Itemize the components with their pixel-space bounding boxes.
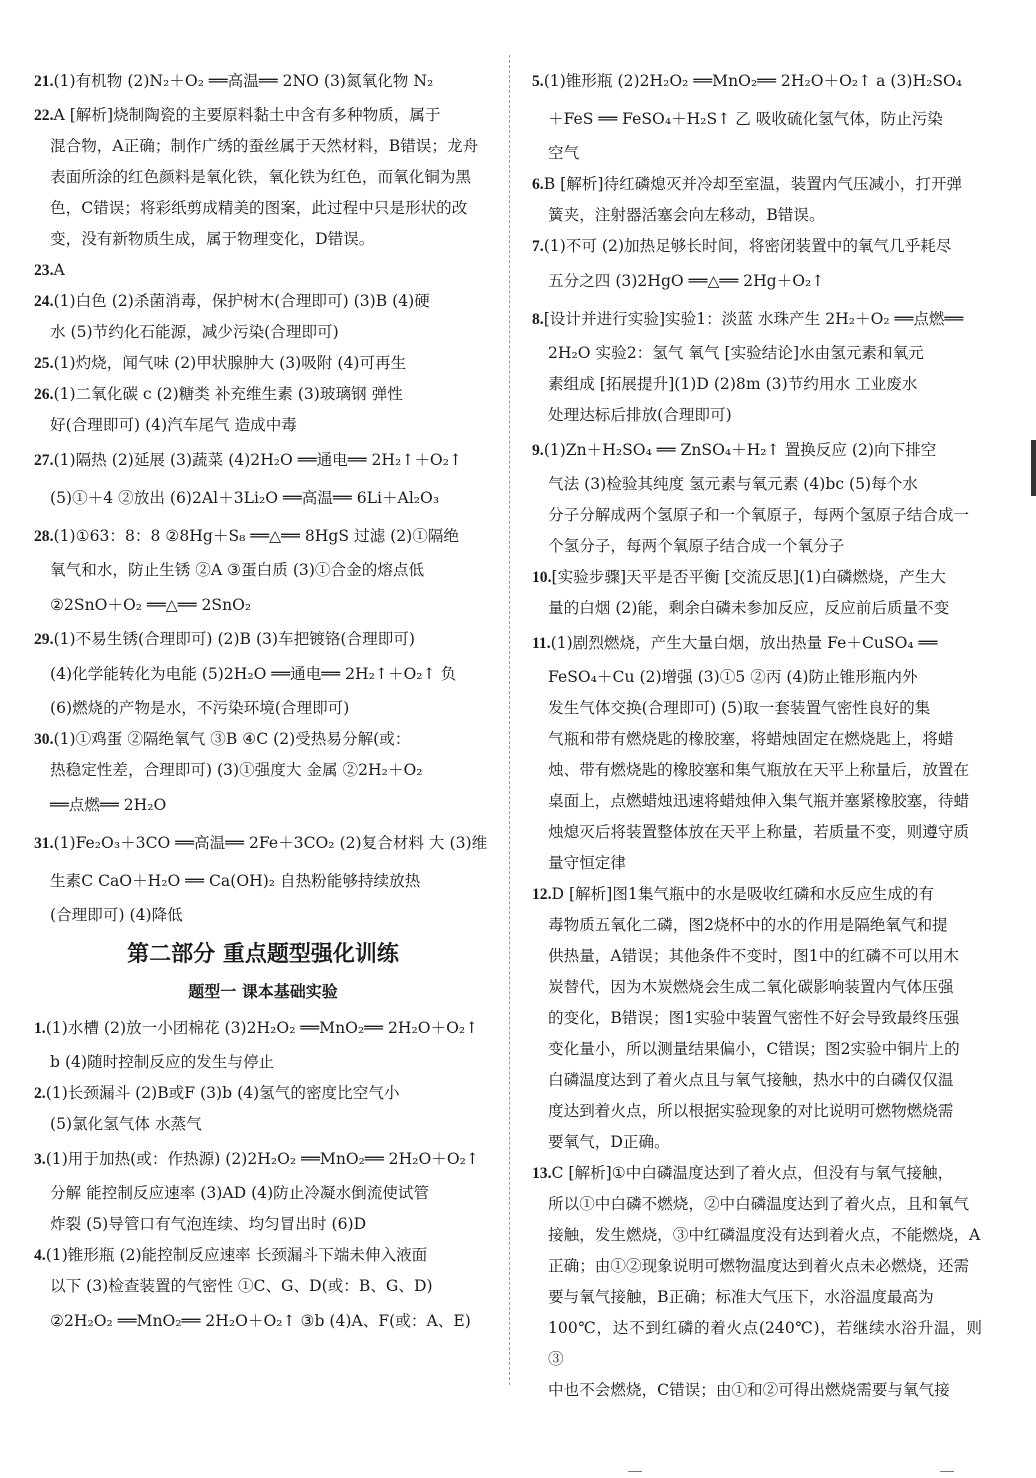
answer-text-continued: 的变化，B错误；图1实验中装置气密性不好会导致最终压强 xyxy=(548,1009,960,1027)
answer-entry xyxy=(532,879,982,1158)
answer-text-continued: 2H₂O 实验2：氢气 氧气 [实验结论]水由氢元素和氧元 xyxy=(548,344,924,362)
answer-text-continued: 生素C CaO＋H₂O ══ Ca(OH)₂ 自热粉能够持续放热 xyxy=(50,872,421,890)
answer-entry xyxy=(34,441,492,517)
answer-text-continued: 接触，发生燃烧，③中红磷温度没有达到着火点，不能燃烧，A xyxy=(548,1226,981,1244)
answer-entry xyxy=(34,379,492,441)
bottom-mark xyxy=(628,1471,642,1472)
question-number: 8. xyxy=(532,311,544,328)
answer-text-continued: 要氧气，D正确。 xyxy=(548,1133,670,1151)
answer-text-continued: 中也不会燃烧，C错误；由①和②可得出燃烧需要与氧气接 xyxy=(548,1381,950,1399)
question-number: 23. xyxy=(34,262,54,279)
answer-entry xyxy=(34,724,492,824)
answer-entry xyxy=(532,1158,982,1406)
answer-text-continued: (5)①＋4 ②放出 (6)2Al＋3Li₂O ══高温══ 6Li＋Al₂O₃ xyxy=(50,489,440,507)
answer-text-continued: 变化量小，所以测量结果偏小，C错误；图2实验中铜片上的 xyxy=(548,1040,960,1058)
question-number: 2. xyxy=(34,1085,46,1102)
answer-text-continued: 气瓶和带有燃烧匙的橡胶塞，将蜡烛固定在燃烧匙上，将蜡 xyxy=(548,730,954,748)
answer-text-continued: ②2SnO＋O₂ ══△══ 2SnO₂ xyxy=(50,596,252,614)
answer-text: [实验步骤]天平是否平衡 [交流反思](1)白磷燃烧，产生大 xyxy=(551,568,946,586)
answer-text: (1)灼烧，闻气味 (2)甲状腺肿大 (3)吸附 (4)可再生 xyxy=(53,354,407,372)
answer-entry xyxy=(34,1078,492,1140)
left-column xyxy=(34,62,492,1340)
answer-text-continued: 空气 xyxy=(548,144,580,162)
answer-entry xyxy=(34,1140,492,1240)
question-number: 21. xyxy=(34,73,54,90)
answer-entry xyxy=(532,231,982,300)
answer-text: (1)①63：8：8 ②8Hg＋S₈ ══△══ 8HgS 过滤 (2)①隔绝 xyxy=(53,527,460,545)
answer-text-continued: 供热量，A错误；其他条件不变时，图1中的红磷不可以用木 xyxy=(548,947,960,965)
answer-text-continued: 个氢分子，每两个氧原子结合成一个氧分子 xyxy=(548,537,845,555)
answer-text-continued: (4)化学能转化为电能 (5)2H₂O ══通电══ 2H₂↑＋O₂↑ 负 xyxy=(50,665,457,683)
question-number: 7. xyxy=(532,238,544,255)
answer-text: (1)①鸡蛋 ②隔绝氧气 ③B ④C (2)受热易分解(或： xyxy=(53,730,411,748)
answer-entry xyxy=(34,1009,492,1078)
answer-text-continued: 要与氧气接触，B正确；标准大气压下，水浴温度最高为 xyxy=(548,1288,934,1306)
answer-text-continued: 簧夹，注射器活塞会向左移动，B错误。 xyxy=(548,206,825,224)
answer-text-continued: 色，C错误；将彩纸剪成精美的图案，此过程中只是形状的改 xyxy=(50,199,468,217)
answer-text-continued: 处理达标后排放(合理即可) xyxy=(548,406,732,424)
question-number: 11. xyxy=(532,635,551,652)
answer-text: D [解析]图1集气瓶中的水是吸收红磷和水反应生成的有 xyxy=(551,885,935,903)
answer-text: (1)不可 (2)加热足够长时间，将密闭装置中的氧气几乎耗尽 xyxy=(543,237,952,255)
question-number: 1. xyxy=(34,1020,46,1037)
answer-text-continued: 混合物，A正确；制作广绣的蚕丝属于天然材料，B错误；龙舟 xyxy=(50,137,479,155)
answer-entry xyxy=(532,169,982,231)
question-number: 5. xyxy=(532,73,544,90)
right-column xyxy=(532,62,982,1406)
question-number: 29. xyxy=(34,631,54,648)
answer-text-continued: 氧气和水，防止生锈 ②A ③蛋白质 (3)①合金的熔点低 xyxy=(50,561,425,579)
answer-text-continued: 以下 (3)检查装置的气密性 ①C、G、D(或：B、G、D) xyxy=(50,1277,433,1295)
answer-text-continued: 炸裂 (5)导管口有气泡连续、均匀冒出时 (6)D xyxy=(50,1215,367,1233)
answer-text-continued: b (4)随时控制反应的发生与停止 xyxy=(50,1053,275,1071)
answer-text-continued: 五分之四 (3)2HgO ══△══ 2Hg＋O₂↑ xyxy=(548,272,825,290)
answer-text-continued: (6)燃烧的产物是水，不污染环境(合理即可) xyxy=(50,699,350,717)
answer-text: A xyxy=(53,261,65,279)
answer-text: A [解析]烧制陶瓷的主要原料黏土中含有多种物质，属于 xyxy=(53,106,441,124)
question-number: 26. xyxy=(34,386,54,403)
question-number: 28. xyxy=(34,528,54,545)
question-number: 9. xyxy=(532,442,544,459)
answer-text: B [解析]待红磷熄灭并冷却至室温，装置内气压减小，打开弹 xyxy=(543,175,963,193)
answer-text-continued: 量的白烟 (2)能，剩余白磷未参加反应，反应前后质量不变 xyxy=(548,599,950,617)
answer-text: (1)不易生锈(合理即可) (2)B (3)车把镀铬(合理即可) xyxy=(53,630,415,648)
answer-text-continued: (合理即可) (4)降低 xyxy=(50,906,183,924)
answer-text: (1)Zn＋H₂SO₄ ══ ZnSO₄＋H₂↑ 置换反应 (2)向下排空 xyxy=(543,441,937,459)
answer-text-continued: 热稳定性差，合理即可) (3)①强度大 金属 ②2H₂＋O₂ xyxy=(50,761,423,779)
answer-text-continued: 毒物质五氧化二磷，图2烧杯中的水的作用是隔绝氧气和提 xyxy=(548,916,948,934)
answer-text-continued: 白磷温度达到了着火点且与氧气接触，热水中的白磷仅仅温 xyxy=(548,1071,954,1089)
answer-entry xyxy=(34,255,492,286)
answer-entry xyxy=(532,431,982,562)
answer-entry xyxy=(34,824,492,931)
answer-text-continued: 炭替代，因为木炭燃烧会生成二氧化碳影响装置内气体压强 xyxy=(548,978,954,996)
answer-text-continued: 水 (5)节约化石能源，减少污染(合理即可) xyxy=(50,323,339,341)
answer-text: (1)锥形瓶 (2)2H₂O₂ ══MnO₂══ 2H₂O＋O₂↑ a (3)H₂SO₄ xyxy=(543,72,963,90)
answer-entry xyxy=(532,624,982,879)
question-number: 27. xyxy=(34,452,54,469)
answer-text-continued: 所以①中白磷不燃烧，②中白磷温度达到了着火点，且和氧气 xyxy=(548,1195,970,1213)
question-number: 13. xyxy=(532,1165,552,1182)
answer-text: (1)锥形瓶 (2)能控制反应速率 长颈漏斗下端未伸入液面 xyxy=(45,1246,428,1264)
answer-entry xyxy=(34,348,492,379)
answer-entry xyxy=(34,62,492,100)
question-number: 3. xyxy=(34,1151,46,1168)
section-title: 第二部分 重点题型强化训练 xyxy=(127,942,399,967)
answer-entry xyxy=(532,62,982,169)
answer-text: (1)白色 (2)杀菌消毒，保护树木(合理即可) (3)B (4)硬 xyxy=(53,292,430,310)
answer-text: (1)二氧化碳 c (2)糖类 补充维生素 (3)玻璃钢 弹性 xyxy=(53,385,403,403)
bottom-mark xyxy=(940,1471,954,1472)
question-number: 12. xyxy=(532,886,552,903)
answer-text-continued: 正确；由①②现象说明可燃物温度达到着火点未必燃烧，还需 xyxy=(548,1257,970,1275)
answer-entry xyxy=(34,100,492,255)
answer-text-continued: 桌面上，点燃蜡烛迅速将蜡烛伸入集气瓶并塞紧橡胶塞，待蜡 xyxy=(548,792,970,810)
column-divider xyxy=(509,55,510,1385)
question-number: 22. xyxy=(34,107,54,124)
sub-title: 题型一 课本基础实验 xyxy=(188,982,338,1001)
answer-text: (1)用于加热(或：作热源) (2)2H₂O₂ ══MnO₂══ 2H₂O＋O₂↑ xyxy=(45,1150,479,1168)
answer-text-continued: 度达到着火点，所以根据实验现象的对比说明可燃物燃烧需 xyxy=(548,1102,954,1120)
page-edge-tab xyxy=(1031,440,1036,496)
answer-text: (1)剧烈燃烧，产生大量白烟，放出热量 Fe＋CuSO₄ ══ xyxy=(550,634,938,652)
question-number: 6. xyxy=(532,176,544,193)
question-number: 31. xyxy=(34,835,54,852)
answer-text: C [解析]①中白磷温度达到了着火点，但没有与氧气接触， xyxy=(551,1164,954,1182)
answer-text-continued: 量守恒定律 xyxy=(548,854,626,872)
question-number: 4. xyxy=(34,1247,46,1264)
answer-text-continued: 好(合理即可) (4)汽车尾气 造成中毒 xyxy=(50,416,297,434)
answer-text-continued: 表面所涂的红色颜料是氧化铁，氧化铁为红色，而氧化铜为黑 xyxy=(50,168,472,186)
answer-text-continued: 素组成 [拓展提升](1)D (2)8m (3)节约用水 工业废水 xyxy=(548,375,918,393)
answer-text-continued: 发生气体交换(合理即可) (5)取一套装置气密性良好的集 xyxy=(548,699,931,717)
question-number: 30. xyxy=(34,731,54,748)
answer-text-continued: 变，没有新物质生成，属于物理变化，D错误。 xyxy=(50,230,375,248)
answer-text-continued: ＋FeS ══ FeSO₄＋H₂S↑ 乙 吸收硫化氢气体，防止污染 xyxy=(548,110,943,128)
question-number: 25. xyxy=(34,355,54,372)
answer-text-continued: (5)氯化氢气体 水蒸气 xyxy=(50,1115,202,1133)
question-number: 10. xyxy=(532,569,552,586)
answer-text-continued: 分解 能控制反应速率 (3)AD (4)防止冷凝水倒流使试管 xyxy=(50,1184,430,1202)
answer-entry xyxy=(532,562,982,624)
answer-text-continued: 烛熄灭后将装置整体放在天平上称量，若质量不变，则遵守质 xyxy=(548,823,970,841)
answer-entry xyxy=(34,517,492,624)
answer-entry xyxy=(34,624,492,724)
answer-text-continued: FeSO₄＋Cu (2)增强 (3)①5 ②丙 (4)防止锥形瓶内外 xyxy=(548,668,918,686)
answer-text-continued: 100℃，达不到红磷的着火点(240℃)，若继续水浴升温，则③ xyxy=(548,1319,982,1368)
answer-entry xyxy=(532,300,982,431)
answer-text: (1)长颈漏斗 (2)B或F (3)b (4)氢气的密度比空气小 xyxy=(45,1084,400,1102)
answer-text: (1)Fe₂O₃＋3CO ══高温══ 2Fe＋3CO₂ (2)复合材料 大 (3)维 xyxy=(53,834,488,852)
answer-entry xyxy=(34,1240,492,1340)
answer-text: [设计并进行实验]实验1：淡蓝 水珠产生 2H₂＋O₂ ══点燃══ xyxy=(543,310,964,328)
answer-text-continued: 气法 (3)检验其纯度 氢元素与氧元素 (4)bc (5)每个水 xyxy=(548,475,918,493)
question-number: 24. xyxy=(34,293,54,310)
answer-entry xyxy=(34,286,492,348)
answer-text: (1)隔热 (2)延展 (3)蔬菜 (4)2H₂O ══通电══ 2H₂↑＋O₂↑ xyxy=(53,451,463,469)
answer-text-continued: ②2H₂O₂ ══MnO₂══ 2H₂O＋O₂↑ ③b (4)A、F(或：A、E) xyxy=(50,1312,471,1330)
answer-text: (1)水槽 (2)放一小团棉花 (3)2H₂O₂ ══MnO₂══ 2H₂O＋O₂↑ xyxy=(45,1019,479,1037)
answer-text: (1)有机物 (2)N₂＋O₂ ══高温══ 2NO (3)氮氧化物 N₂ xyxy=(53,72,434,90)
answer-text-continued: 分子分解成两个氢原子和一个氧原子，每两个氢原子结合成一 xyxy=(548,506,970,524)
answer-text-continued: 烛、带有燃烧匙的橡胶塞和集气瓶放在天平上称量后，放置在 xyxy=(548,761,970,779)
answer-text-continued: ══点燃══ 2H₂O xyxy=(50,796,167,814)
